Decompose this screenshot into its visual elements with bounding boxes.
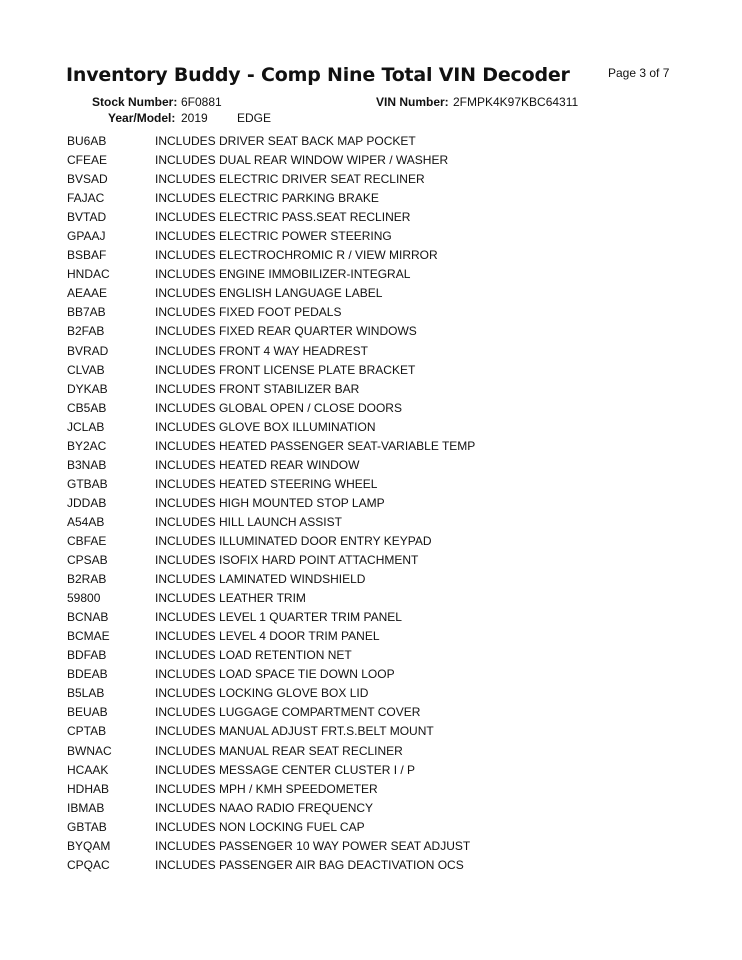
- option-code: B3NAB: [67, 457, 107, 472]
- list-item: [0, 513, 742, 532]
- option-description: INCLUDES LEATHER TRIM: [155, 591, 306, 606]
- option-code: CB5AB: [67, 400, 107, 415]
- option-description: INCLUDES DRIVER SEAT BACK MAP POCKET: [155, 134, 416, 148]
- option-description: INCLUDES ELECTRIC PARKING BRAKE: [155, 191, 379, 206]
- list-item: [0, 722, 742, 741]
- option-description: INCLUDES LOAD SPACE TIE DOWN LOOP: [155, 667, 395, 682]
- option-code: JDDAB: [67, 495, 107, 510]
- option-code: BY2AC: [67, 438, 107, 453]
- list-item: [0, 342, 742, 361]
- list-item: [0, 665, 742, 684]
- option-code: GTBAB: [67, 476, 108, 491]
- option-code: GBTAB: [67, 819, 107, 834]
- list-item: [0, 303, 742, 322]
- option-description: INCLUDES HEATED STEERING WHEEL: [155, 476, 378, 491]
- option-description: INCLUDES FIXED FOOT PEDALS: [155, 305, 342, 320]
- list-item: [0, 380, 742, 399]
- vin-label: [376, 95, 449, 109]
- option-code: BCNAB: [67, 610, 109, 625]
- option-description: INCLUDES HILL LAUNCH ASSIST: [155, 514, 342, 529]
- option-description: INCLUDES ILLUMINATED DOOR ENTRY KEYPAD: [155, 533, 432, 548]
- option-code: AEAAE: [67, 286, 108, 301]
- option-code: CPSAB: [67, 553, 108, 568]
- option-description: INCLUDES LEVEL 1 QUARTER TRIM PANEL: [155, 610, 402, 625]
- option-code: HDHAB: [67, 781, 110, 796]
- list-item: [0, 399, 742, 418]
- list-item: [0, 437, 742, 456]
- option-code: A54AB: [67, 514, 105, 529]
- option-code: CPQAC: [67, 857, 110, 872]
- option-description: INCLUDES LEVEL 4 DOOR TRIM PANEL: [155, 629, 380, 644]
- vin-label-text: VIN Number:: [376, 95, 449, 109]
- option-description: INCLUDES ELECTRIC POWER STEERING: [155, 229, 392, 244]
- option-description: INCLUDES ELECTRIC DRIVER SEAT RECLINER: [155, 172, 425, 187]
- option-description: INCLUDES PASSENGER AIR BAG DEACTIVATION OCS: [155, 857, 464, 872]
- option-code: CLVAB: [67, 362, 105, 377]
- option-description: INCLUDES LUGGAGE COMPARTMENT COVER: [155, 705, 421, 720]
- list-item: [0, 570, 742, 589]
- list-item: [0, 494, 742, 513]
- option-description: INCLUDES PASSENGER 10 WAY POWER SEAT ADJUST: [155, 838, 471, 853]
- option-code: CPTAB: [67, 724, 107, 739]
- option-description: INCLUDES MPH / KMH SPEEDOMETER: [155, 781, 378, 796]
- list-item: [0, 589, 742, 608]
- list-item: [0, 456, 742, 475]
- list-item: [0, 780, 742, 799]
- option-description: INCLUDES HEATED REAR WINDOW: [155, 457, 360, 472]
- option-description: INCLUDES GLOVE BOX ILLUMINATION: [155, 419, 376, 434]
- option-description: INCLUDES ELECTROCHROMIC R / VIEW MIRROR: [155, 248, 438, 263]
- option-code: DYKAB: [67, 381, 108, 396]
- option-description: INCLUDES HIGH MOUNTED STOP LAMP: [155, 495, 385, 510]
- stock-number-label: [92, 95, 177, 109]
- option-description: INCLUDES FRONT STABILIZER BAR: [155, 381, 360, 396]
- option-code: BDEAB: [67, 667, 108, 682]
- option-code: CBFAE: [67, 533, 107, 548]
- stock-number-label-text: Stock Number:: [92, 95, 178, 109]
- option-description: INCLUDES MANUAL ADJUST FRT.S.BELT MOUNT: [155, 724, 434, 739]
- list-item: [0, 703, 742, 722]
- option-description: INCLUDES NON LOCKING FUEL CAP: [155, 819, 365, 834]
- option-description: INCLUDES ISOFIX HARD POINT ATTACHMENT: [155, 553, 419, 568]
- option-description: INCLUDES LOAD RETENTION NET: [155, 648, 352, 663]
- option-code: BB7AB: [67, 305, 106, 320]
- option-description: INCLUDES MESSAGE CENTER CLUSTER I / P: [155, 762, 416, 777]
- year-model-label-text: Year/Model:: [108, 111, 176, 125]
- list-item: [0, 551, 742, 570]
- list-item: [0, 742, 742, 761]
- page-title: Inventory Buddy - Comp Nine Total VIN Decoder: [66, 64, 570, 86]
- option-code-list: [0, 132, 742, 875]
- option-description: INCLUDES GLOBAL OPEN / CLOSE DOORS: [155, 400, 402, 415]
- option-description: INCLUDES LAMINATED WINDSHIELD: [155, 572, 366, 587]
- option-code: BSBAF: [67, 248, 107, 263]
- stock-number-value: 6F0881: [181, 95, 222, 109]
- year-value: 2019: [181, 111, 208, 125]
- list-item: [0, 284, 742, 303]
- list-item: [0, 627, 742, 646]
- list-item: [0, 151, 742, 170]
- list-item: [0, 646, 742, 665]
- list-item: [0, 361, 742, 380]
- option-description: INCLUDES LOCKING GLOVE BOX LID: [155, 686, 369, 701]
- option-description: INCLUDES DUAL REAR WINDOW WIPER / WASHER: [155, 153, 449, 168]
- list-item: [0, 475, 742, 494]
- list-item: [0, 418, 742, 437]
- option-description: INCLUDES FRONT 4 WAY HEADREST: [155, 343, 368, 358]
- option-code: BVRAD: [67, 343, 109, 358]
- option-code: BDFAB: [67, 648, 107, 663]
- option-code: B2RAB: [67, 572, 107, 587]
- option-code: BVSAD: [67, 172, 108, 187]
- year-model-label: [108, 111, 175, 125]
- option-description: INCLUDES FIXED REAR QUARTER WINDOWS: [155, 324, 417, 339]
- model-value: EDGE: [237, 111, 272, 125]
- list-item: [0, 189, 742, 208]
- list-item: [0, 322, 742, 341]
- option-code: BYQAM: [67, 838, 111, 853]
- vin-value: 2FMPK4K97KBC64311: [453, 95, 579, 109]
- option-code: 59800: [67, 591, 101, 606]
- option-code: GPAAJ: [67, 229, 106, 244]
- list-item: [0, 856, 742, 875]
- option-description: INCLUDES FRONT LICENSE PLATE BRACKET: [155, 362, 416, 377]
- page-number: Page 3 of 7: [608, 66, 670, 80]
- option-description: INCLUDES MANUAL REAR SEAT RECLINER: [155, 743, 403, 758]
- option-description: INCLUDES ELECTRIC PASS.SEAT RECLINER: [155, 210, 411, 225]
- list-item: [0, 132, 742, 151]
- list-item: [0, 608, 742, 627]
- list-item: [0, 246, 742, 265]
- option-code: BVTAD: [67, 210, 107, 225]
- option-code: BU6AB: [67, 134, 107, 148]
- option-description: INCLUDES NAAO RADIO FREQUENCY: [155, 800, 374, 815]
- option-code: IBMAB: [67, 800, 105, 815]
- list-item: [0, 818, 742, 837]
- list-item: [0, 761, 742, 780]
- option-code: BCMAE: [67, 629, 110, 644]
- option-code: HCAAK: [67, 762, 109, 777]
- option-code: BEUAB: [67, 705, 108, 720]
- option-code: BWNAC: [67, 743, 112, 758]
- list-item: [0, 799, 742, 818]
- option-description: INCLUDES ENGLISH LANGUAGE LABEL: [155, 286, 383, 301]
- list-item: [0, 837, 742, 856]
- option-code: JCLAB: [67, 419, 105, 434]
- option-code: B2FAB: [67, 324, 105, 339]
- option-code: CFEAE: [67, 153, 108, 168]
- option-description: INCLUDES ENGINE IMMOBILIZER-INTEGRAL: [155, 267, 411, 282]
- option-description: INCLUDES HEATED PASSENGER SEAT-VARIABLE TEMP: [155, 438, 476, 453]
- list-item: [0, 265, 742, 284]
- option-code: FAJAC: [67, 191, 105, 206]
- list-item: [0, 170, 742, 189]
- option-code: HNDAC: [67, 267, 110, 282]
- list-item: [0, 208, 742, 227]
- list-item: [0, 684, 742, 703]
- list-item: [0, 227, 742, 246]
- option-code: B5LAB: [67, 686, 105, 701]
- list-item: [0, 532, 742, 551]
